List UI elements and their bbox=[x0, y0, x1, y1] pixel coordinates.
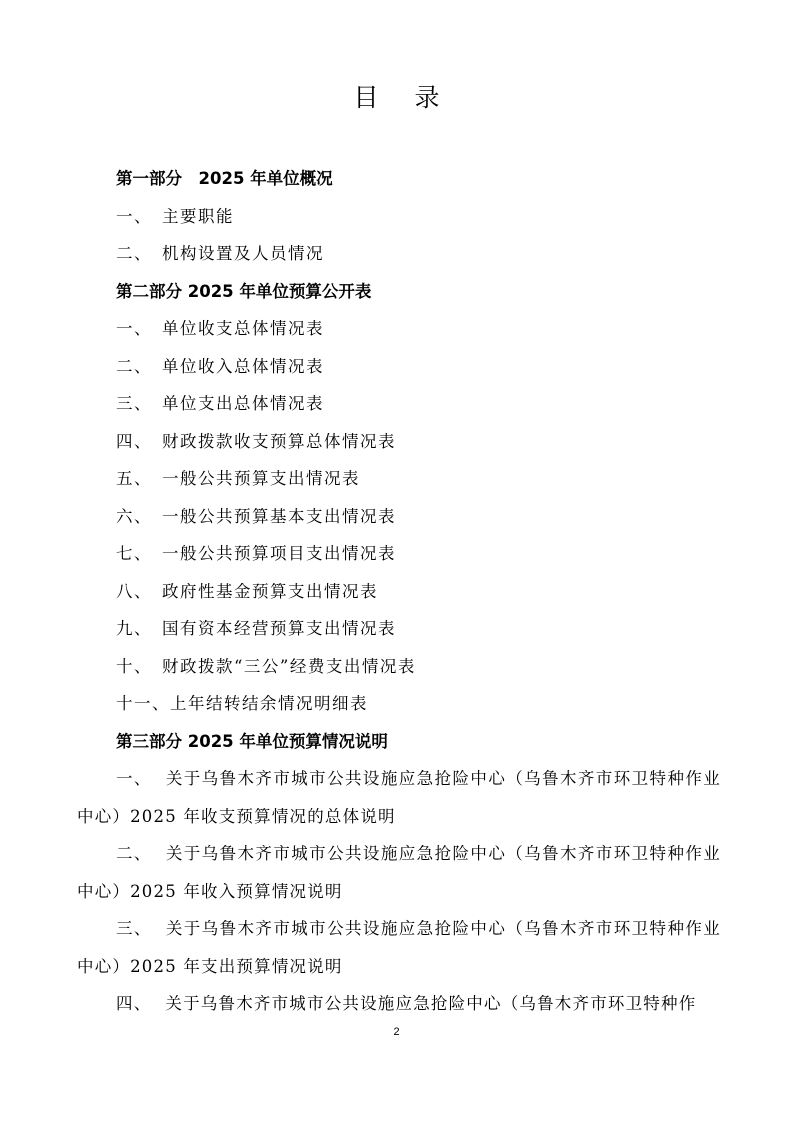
toc-item-label: 关于乌鲁木齐市城市公共设施应急抢险中心（乌鲁木齐市环卫特种作 bbox=[165, 994, 697, 1013]
toc-item[interactable] bbox=[77, 685, 721, 723]
table-of-contents bbox=[77, 160, 721, 1023]
toc-item-label: 单位收支总体情况表 bbox=[162, 319, 324, 338]
toc-item[interactable] bbox=[77, 535, 721, 573]
toc-item[interactable] bbox=[77, 648, 721, 686]
toc-item[interactable] bbox=[77, 423, 721, 461]
toc-item-label: 单位支出总体情况表 bbox=[162, 394, 324, 413]
toc-item-label: 上年结转结余情况明细表 bbox=[170, 694, 368, 713]
toc-item-number: 五、 bbox=[116, 469, 152, 488]
toc-item-number: 七、 bbox=[116, 544, 152, 563]
toc-item-number: 九、 bbox=[116, 619, 152, 638]
toc-item-number: 二、 bbox=[116, 356, 152, 376]
page-number: 2 bbox=[393, 1026, 400, 1038]
toc-paragraph-item[interactable] bbox=[77, 985, 721, 1023]
toc-item-number: 八、 bbox=[116, 581, 152, 601]
toc-item-number: 三、 bbox=[116, 394, 152, 413]
toc-item[interactable] bbox=[77, 385, 721, 423]
toc-item-label: 关于乌鲁木齐市城市公共设施应急抢险中心（乌鲁木齐市环卫特种作业中心）2025 年收支预算情况的总体说明 bbox=[77, 769, 722, 826]
toc-item-label: 机构设置及人员情况 bbox=[162, 244, 324, 263]
toc-item[interactable] bbox=[77, 498, 721, 536]
toc-item-number: 十一、 bbox=[116, 694, 170, 713]
toc-item[interactable] bbox=[77, 348, 721, 386]
toc-item-number: 十、 bbox=[116, 656, 152, 676]
toc-item-number: 三、 bbox=[116, 919, 152, 938]
part-3-heading[interactable]: 第三部分 2025 年单位预算情况说明 bbox=[116, 731, 388, 751]
toc-item-number: 二、 bbox=[116, 244, 152, 263]
toc-item-label: 财政拨款收支预算总体情况表 bbox=[162, 431, 396, 451]
toc-paragraph-item[interactable] bbox=[77, 910, 721, 985]
toc-item-label: 一般公共预算基本支出情况表 bbox=[162, 506, 396, 526]
toc-item[interactable] bbox=[77, 460, 721, 498]
toc-item[interactable] bbox=[77, 573, 721, 611]
toc-item-label: 财政拨款“三公”经费支出情况表 bbox=[162, 656, 416, 676]
toc-item[interactable] bbox=[77, 610, 721, 648]
toc-item-number: 一、 bbox=[116, 319, 152, 338]
toc-item-label: 一般公共预算项目支出情况表 bbox=[162, 544, 396, 563]
toc-item-label: 关于乌鲁木齐市城市公共设施应急抢险中心（乌鲁木齐市环卫特种作业中心）2025 年支出预算情况说明 bbox=[77, 919, 722, 976]
toc-item-label: 政府性基金预算支出情况表 bbox=[162, 581, 378, 601]
toc-item[interactable] bbox=[77, 310, 721, 348]
toc-item-label: 单位收入总体情况表 bbox=[162, 356, 324, 376]
toc-item-number: 六、 bbox=[116, 506, 152, 526]
toc-item-label: 关于乌鲁木齐市城市公共设施应急抢险中心（乌鲁木齐市环卫特种作业中心）2025 年收入预算情况说明 bbox=[77, 844, 722, 901]
toc-item-number: 二、 bbox=[116, 844, 152, 863]
part-2-heading[interactable]: 第二部分 2025 年单位预算公开表 bbox=[116, 281, 372, 301]
toc-item-number: 一、 bbox=[116, 206, 152, 226]
toc-item-number: 四、 bbox=[116, 431, 152, 451]
toc-item-label: 主要职能 bbox=[162, 206, 234, 226]
part-1-heading[interactable]: 第一部分 2025 年单位概况 bbox=[116, 169, 333, 188]
toc-item[interactable] bbox=[77, 235, 721, 273]
toc-paragraph-item[interactable] bbox=[77, 835, 721, 910]
toc-item[interactable] bbox=[77, 198, 721, 236]
toc-item-number: 四、 bbox=[116, 994, 152, 1013]
toc-item-label: 国有资本经营预算支出情况表 bbox=[162, 619, 396, 638]
toc-item-number: 一、 bbox=[116, 769, 152, 788]
toc-item-label: 一般公共预算支出情况表 bbox=[162, 469, 360, 488]
page-title: 目 录 bbox=[353, 83, 454, 112]
toc-paragraph-item[interactable] bbox=[77, 760, 721, 835]
